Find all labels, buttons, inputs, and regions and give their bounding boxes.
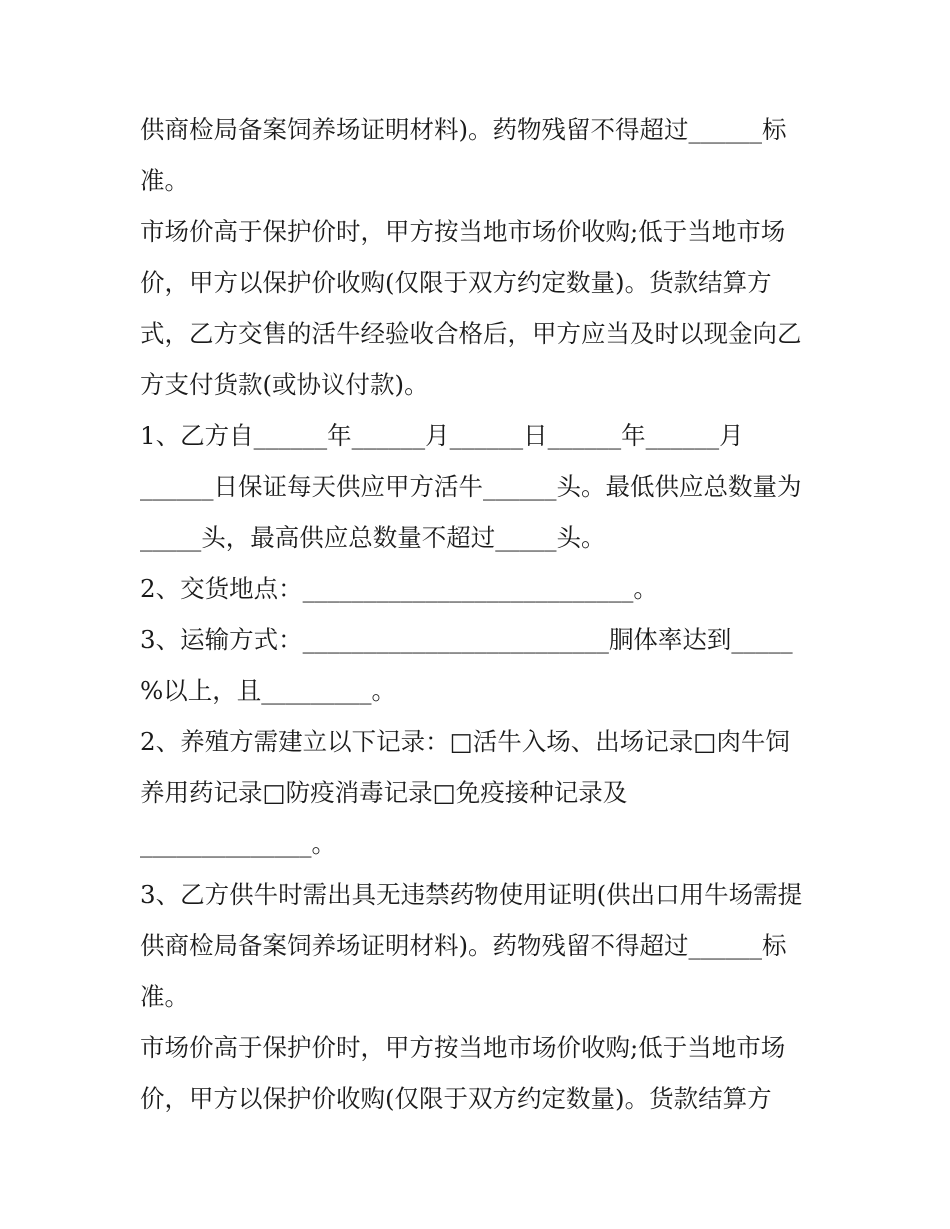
- text-line: 准。: [140, 166, 189, 195]
- text-line: 式，乙方交售的活牛经验收合格后，甲方应当及时以现金向乙: [140, 319, 802, 348]
- text-line: 市场价高于保护价时，甲方按当地市场价收购;低于当地市场: [140, 217, 786, 246]
- text-line: 3、运输方式：_________________________胴体率达到_____: [140, 625, 793, 654]
- text-line: 2、交货地点：___________________________。: [140, 574, 658, 603]
- text-line: ______________。: [140, 829, 336, 858]
- text-line: %以上，且_________。: [140, 676, 397, 705]
- text-line: ______日保证每天供应甲方活牛______头。最低供应总数量为: [140, 472, 802, 501]
- text-line: 3、乙方供牛时需出具无违禁药物使用证明(供出口用牛场需提: [140, 880, 803, 909]
- text-line: 方支付货款(或协议付款)。: [140, 370, 429, 399]
- text-line: 供商检局备案饲养场证明材料)。药物残留不得超过______标: [140, 115, 787, 144]
- text-line: 准。: [140, 982, 189, 1011]
- text-line: 价，甲方以保护价收购(仅限于双方约定数量)。货款结算方: [140, 1084, 772, 1113]
- text-line: 养用药记录□防疫消毒记录□免疫接种记录及: [140, 778, 628, 807]
- text-line: 市场价高于保护价时，甲方按当地市场价收购;低于当地市场: [140, 1033, 786, 1062]
- text-line: 2、养殖方需建立以下记录：□活牛入场、出场记录□肉牛饲: [140, 727, 790, 756]
- text-line: 1、乙方自______年______月______日______年______月: [140, 421, 744, 450]
- text-line: 供商检局备案饲养场证明材料)。药物残留不得超过______标: [140, 931, 787, 960]
- text-line: _____头，最高供应总数量不超过_____头。: [140, 523, 606, 552]
- text-line: 价，甲方以保护价收购(仅限于双方约定数量)。货款结算方: [140, 268, 772, 297]
